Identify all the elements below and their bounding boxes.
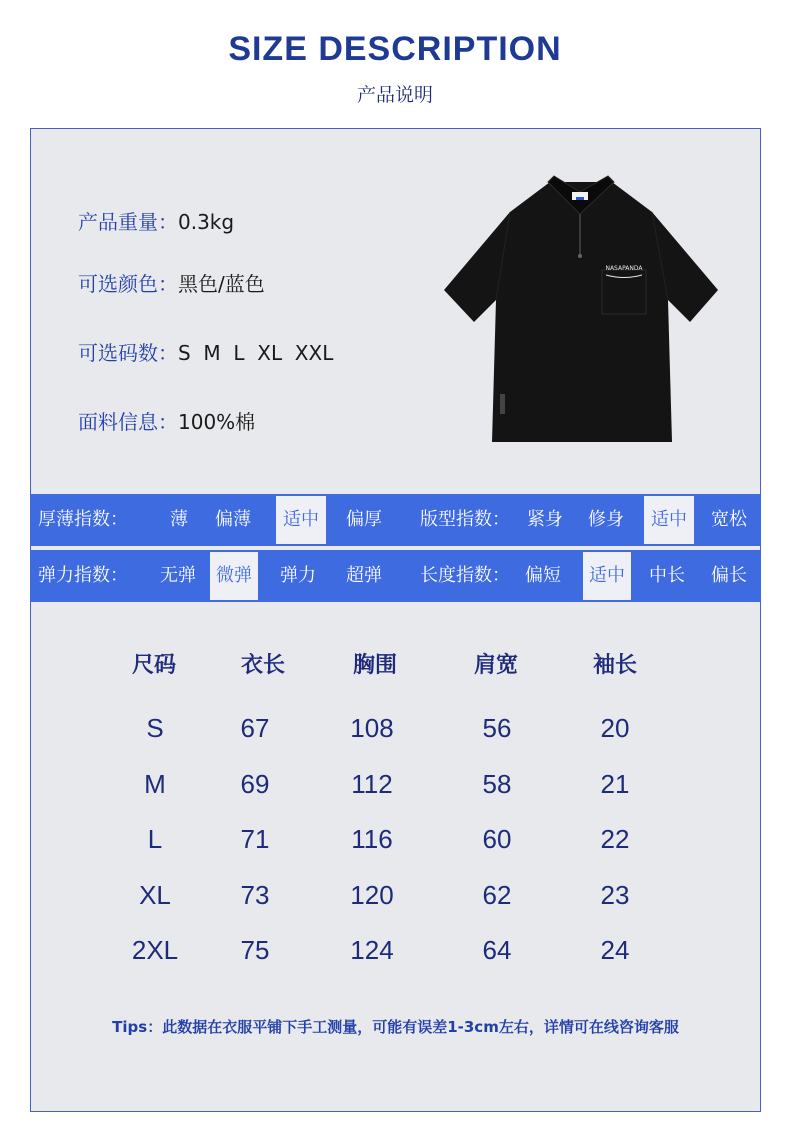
size-table-cell: 112	[351, 769, 393, 799]
size-table-header: 胸围	[353, 653, 398, 678]
size-table-header: 衣长	[241, 653, 286, 678]
size-table-cell: 75	[240, 935, 270, 965]
fit-option-slim[interactable]: 修身	[588, 509, 624, 530]
size-table-cell: 116	[351, 824, 393, 854]
size-table-cell: 67	[240, 713, 270, 743]
size-table-cell: 124	[350, 935, 394, 965]
size-table-size-cell: XL	[139, 880, 171, 910]
size-table-size-cell: S	[146, 713, 164, 743]
info-value: 黑色/蓝色	[178, 272, 265, 296]
length-option-short[interactable]: 偏短	[525, 565, 561, 586]
info-weight	[78, 206, 234, 235]
size-table-header: 袖长	[593, 653, 638, 678]
thickness-option-slightly-thick[interactable]: 偏厚	[346, 509, 382, 530]
elasticity-length-bar	[30, 550, 761, 602]
page-subtitle: 产品说明	[356, 84, 433, 106]
length-option-mid-long[interactable]: 中长	[649, 565, 685, 586]
info-sizes	[78, 337, 333, 366]
size-table-cell: 73	[240, 880, 270, 910]
size-table-cell: 69	[240, 769, 270, 799]
elasticity-option-elastic[interactable]: 弹力	[280, 565, 316, 586]
size-table-header: 肩宽	[474, 653, 519, 678]
size-table-cell: 71	[240, 824, 270, 854]
length-option-medium[interactable]: 适中	[583, 552, 631, 600]
size-table-cell: 108	[350, 713, 394, 743]
thickness-option-slightly-thin[interactable]: 偏薄	[215, 509, 251, 530]
info-color	[78, 268, 265, 297]
info-value: S M L XL XXL	[178, 341, 334, 365]
size-table-cell: 23	[600, 880, 630, 910]
elasticity-option-none[interactable]: 无弹	[160, 565, 196, 586]
size-table-cell: 21	[600, 769, 630, 799]
size-table-size-cell: M	[144, 769, 166, 799]
size-table-cell: 20	[600, 713, 630, 743]
info-label: 可选颜色：	[78, 272, 178, 296]
elasticity-option-super[interactable]: 超弹	[346, 565, 382, 586]
size-table-cell: 22	[600, 824, 630, 854]
tips-text: Tips：此数据在衣服平铺下手工测量，可能有误差1-3cm左右，详情可在线咨询客服	[112, 1018, 679, 1036]
size-table-cell: 24	[600, 935, 630, 965]
size-table-cell: 60	[482, 824, 512, 854]
elasticity-option-slight[interactable]: 微弹	[210, 552, 258, 600]
length-label: 长度指数：	[420, 565, 510, 586]
thickness-label: 厚薄指数：	[38, 509, 128, 530]
size-table-header: 尺码	[132, 653, 177, 678]
info-value: 100%棉	[178, 410, 256, 434]
size-table-size-cell: L	[147, 824, 163, 854]
fit-label: 版型指数：	[420, 509, 510, 530]
size-table-cell: 120	[350, 880, 394, 910]
info-label: 产品重量：	[78, 210, 178, 234]
size-table-cell: 56	[482, 713, 512, 743]
chest-print-text: NASAPANDA	[605, 265, 643, 272]
size-table-size-cell: 2XL	[131, 935, 179, 965]
info-fabric	[78, 406, 255, 435]
page-title: SIZE DESCRIPTION	[228, 30, 562, 68]
length-option-long[interactable]: 偏长	[711, 565, 747, 586]
thickness-option-thin[interactable]: 薄	[170, 509, 188, 530]
product-image	[440, 172, 722, 450]
size-table-cell: 64	[482, 935, 512, 965]
thickness-option-medium[interactable]: 适中	[276, 496, 326, 544]
size-table-cell: 62	[482, 880, 512, 910]
thickness-fit-bar	[30, 494, 761, 546]
fit-option-regular[interactable]: 适中	[644, 496, 694, 544]
info-label: 面料信息：	[78, 410, 178, 434]
info-label: 可选码数：	[78, 341, 178, 365]
info-value: 0.3kg	[178, 210, 235, 234]
fit-option-tight[interactable]: 紧身	[527, 509, 563, 530]
elasticity-label: 弹力指数：	[38, 565, 128, 586]
size-table-cell: 58	[482, 769, 512, 799]
fit-option-loose[interactable]: 宽松	[711, 509, 747, 530]
